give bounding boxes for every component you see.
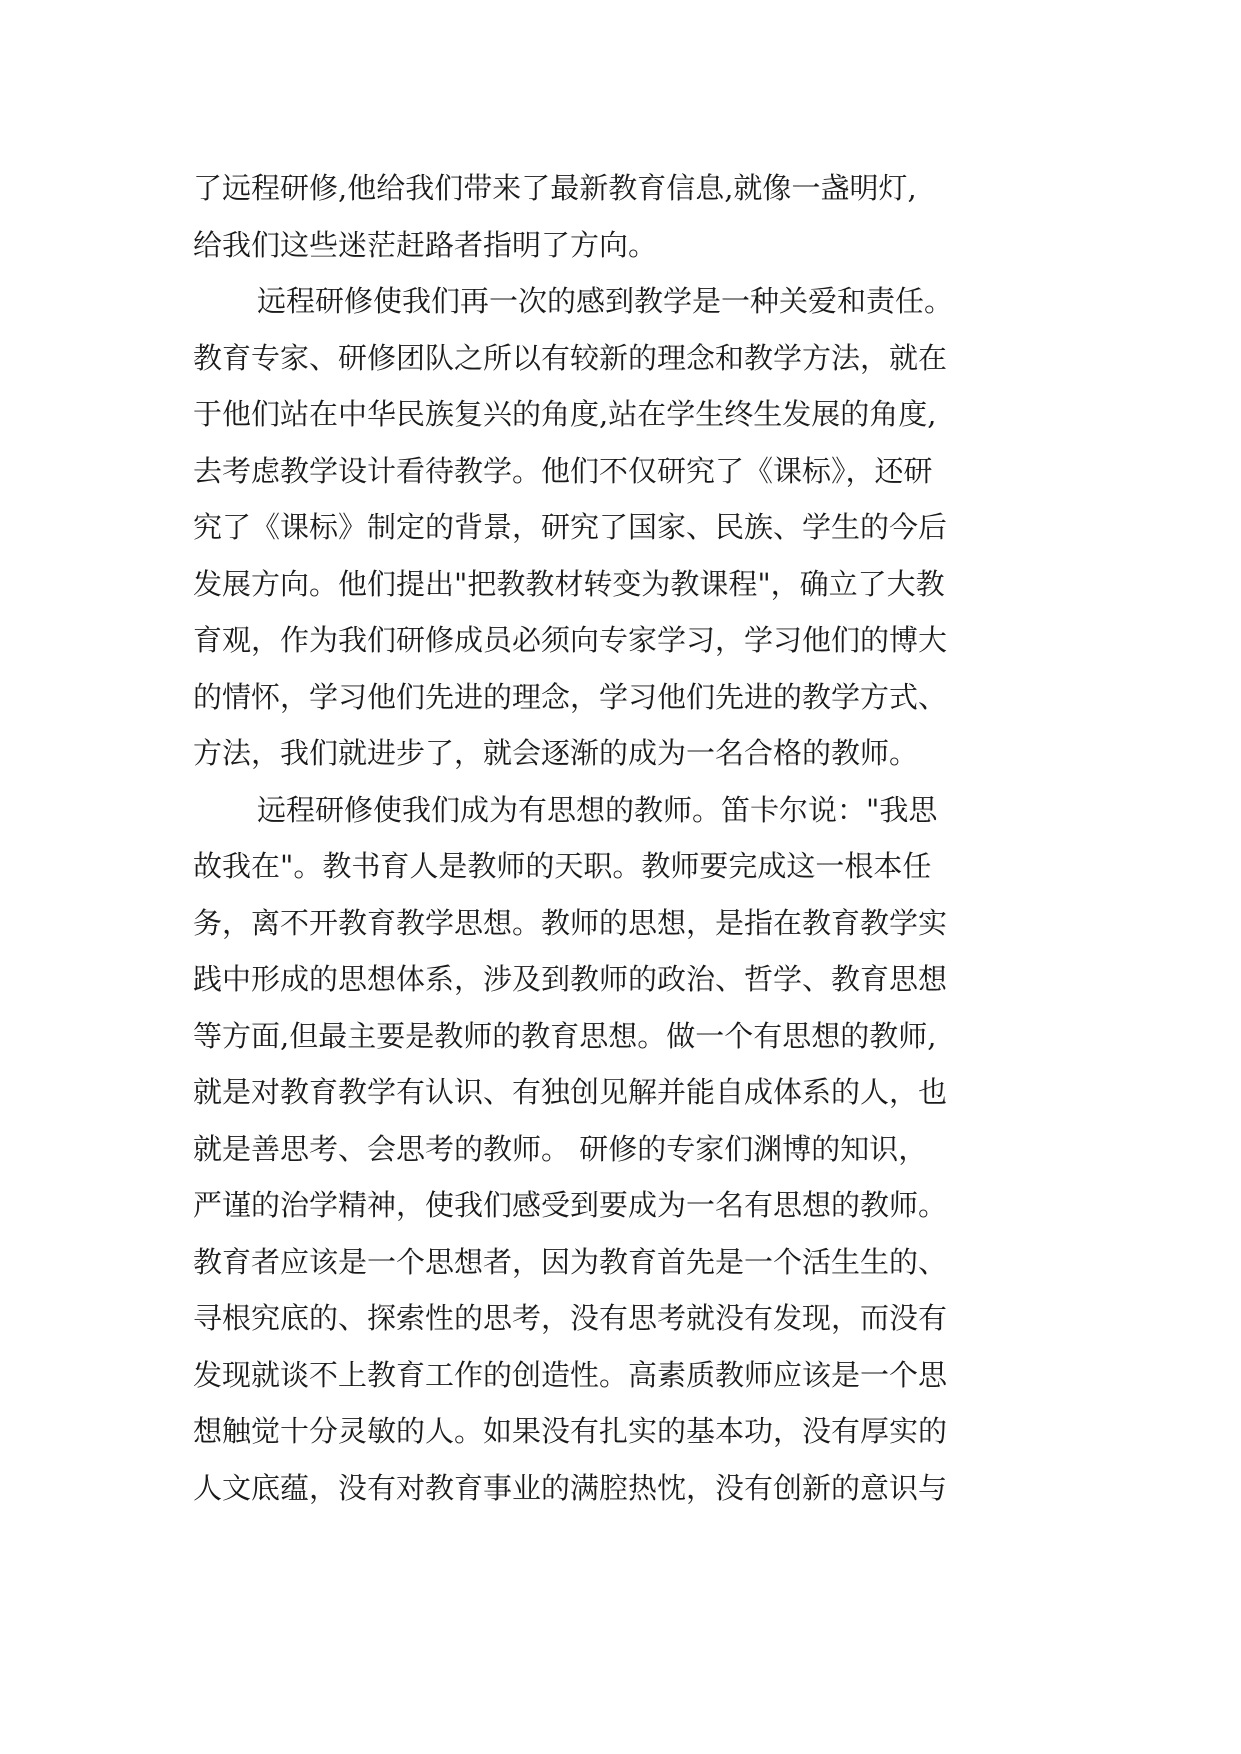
text-line: 践中形成的思想体系，涉及到教师的政治、哲学、教育思想: [193, 962, 948, 996]
text-line: 想触觉十分灵敏的人。如果没有扎实的基本功，没有厚实的: [193, 1414, 948, 1448]
text-line: 了远程研修,他给我们带来了最新教育信息,就像一盏明灯,: [193, 171, 917, 205]
text-line: 方法，我们就进步了，就会逐渐的成为一名合格的教师。: [193, 736, 919, 770]
body-text: [193, 160, 1073, 1516]
text-line: 于他们站在中华民族复兴的角度,站在学生终生发展的角度,: [193, 397, 937, 431]
text-line: 发展方向。他们提出"把教教材转变为教课程"，确立了大教: [193, 566, 945, 601]
text-line: 教育专家、研修团队之所以有较新的理念和教学方法，就在: [193, 340, 948, 375]
text-line: 的情怀，学习他们先进的理念，学习他们先进的教学方式、: [193, 679, 948, 714]
text-line: 去考虑教学设计看待教学。他们不仅研究了《课标》，还研: [193, 453, 933, 488]
text-line: 严谨的治学精神，使我们感受到要成为一名有思想的教师。: [193, 1188, 948, 1222]
text-line: 发现就谈不上教育工作的创造性。高素质教师应该是一个思: [193, 1357, 948, 1392]
text-line: 寻根究底的、探索性的思考，没有思考就没有发现，而没有: [193, 1301, 948, 1335]
text-line: 育观，作为我们研修成员必须向专家学习，学习他们的博大: [193, 623, 948, 657]
text-line: 远程研修使我们再一次的感到教学是一种关爱和责任。: [257, 284, 954, 318]
text-line: 务，离不开教育教学思想。教师的思想，是指在教育教学实: [193, 905, 948, 940]
text-line: 给我们这些迷茫赶路者指明了方向。: [193, 227, 658, 262]
text-line: 故我在"。教书育人是教师的天职。教师要完成这一根本任: [193, 849, 932, 883]
text-line: 等方面,但最主要是教师的教育思想。做一个有思想的教师,: [193, 1018, 937, 1053]
text-line: 教育者应该是一个思想者，因为教育首先是一个活生生的、: [193, 1244, 948, 1279]
text-line: 人文底蕴，没有对教育事业的满腔热忱，没有创新的意识与: [193, 1470, 948, 1505]
text-line: 就是善思考、会思考的教师。 研修的专家们渊博的知识，: [193, 1131, 928, 1166]
text-line: 就是对教育教学有认识、有独创见解并能自成体系的人，也: [193, 1075, 948, 1109]
text-line: 究了《课标》制定的背景，研究了国家、民族、学生的今后: [193, 510, 948, 544]
text-line: 远程研修使我们成为有思想的教师。笛卡尔说："我思: [257, 792, 938, 827]
